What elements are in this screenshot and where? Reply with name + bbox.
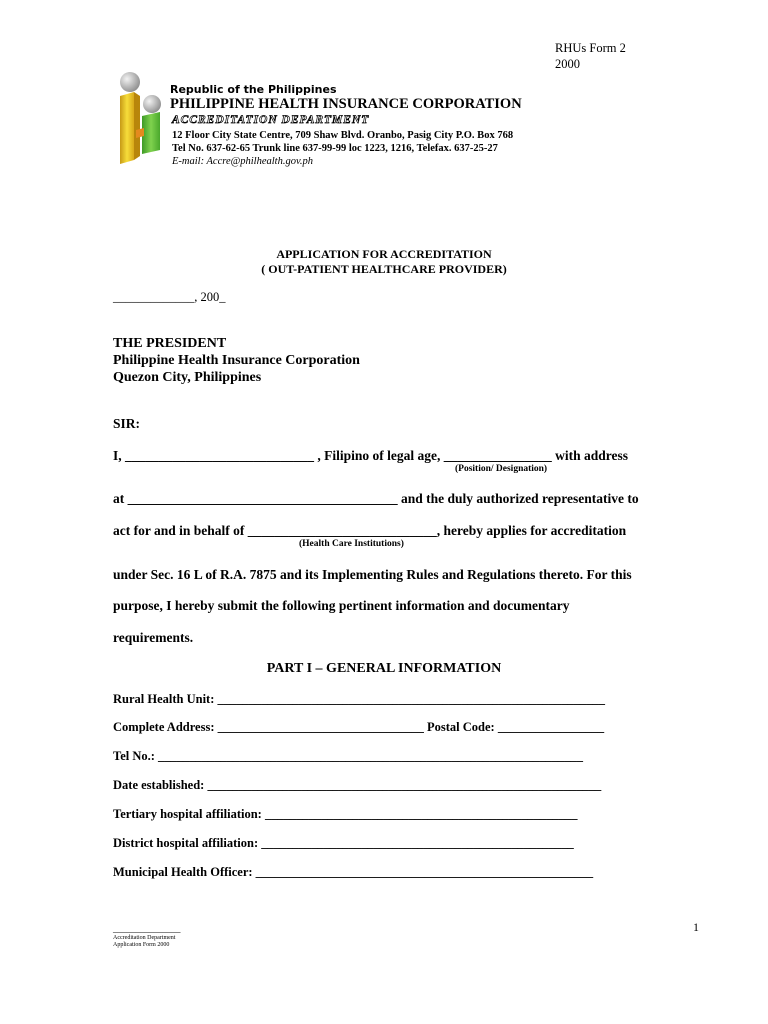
- addressee-organization: Philippine Health Insurance Corporation: [113, 353, 360, 368]
- body-line-2: at ________________________________________ and the duly authorized representative to: [113, 491, 639, 506]
- header-corporation: PHILIPPINE HEALTH INSURANCE CORPORATION: [170, 96, 522, 112]
- addressee-title: THE PRESIDENT: [113, 336, 227, 351]
- header-email: E-mail: Accre@philhealth.gov.ph: [172, 156, 313, 167]
- body-line-5: purpose, I hereby submit the following pertinent information and documentary: [113, 598, 570, 613]
- body-line-6: requirements.: [113, 630, 194, 645]
- form-number: [555, 40, 626, 72]
- footer-form-name: Application Form 2000: [113, 942, 170, 948]
- part-one-title: PART I – GENERAL INFORMATION: [266, 661, 502, 676]
- page-number: 1: [693, 920, 699, 934]
- field-tertiary-affiliation: Tertiary hospital affiliation: __________________________________________________: [113, 807, 578, 821]
- date-line: _____________, 200_: [113, 290, 226, 304]
- salutation: SIR:: [113, 416, 141, 431]
- header-republic: Republic of the Philippines: [170, 83, 337, 96]
- position-caption: (Position/ Designation): [455, 464, 548, 474]
- footer-department: Accreditation Department: [113, 935, 176, 941]
- form-number-line1: RHUs Form 2: [555, 41, 626, 55]
- document-title: APPLICATION FOR ACCREDITATION: [276, 247, 492, 261]
- institution-caption: (Health Care Institutions): [299, 539, 404, 549]
- footer-rule: _______________: [113, 924, 181, 934]
- header-department: ACCREDITATION DEPARTMENT: [172, 114, 370, 126]
- form-number-line2: 2000: [555, 57, 580, 71]
- header-telephone: Tel No. 637-62-65 Trunk line 637-99-99 loc 1223, 1216, Telefax. 637-25-27: [172, 143, 498, 154]
- document-subtitle: ( OUT-PATIENT HEALTHCARE PROVIDER): [261, 262, 507, 276]
- header-address: 12 Floor City State Centre, 709 Shaw Blvd. Oranbo, Pasig City P.O. Box 768: [172, 130, 514, 141]
- body-line-4: under Sec. 16 L of R.A. 7875 and its Implementing Rules and Regulations thereto. For this: [113, 567, 632, 582]
- field-rural-health-unit: Rural Health Unit: ______________________________________________________________: [113, 692, 606, 706]
- field-district-affiliation: District hospital affiliation: __________________________________________________: [113, 836, 574, 850]
- philhealth-logo: [116, 70, 164, 166]
- body-line-3: act for and in behalf of ____________________________, hereby applies for accreditation: [113, 523, 627, 538]
- field-complete-address: Complete Address: _________________________________ Postal Code: _________________: [113, 720, 605, 734]
- body-line-1: I, ____________________________ , Filipino of legal age, ________________ with address: [113, 448, 629, 463]
- field-municipal-health-officer: Municipal Health Officer: ______________________________________________________: [113, 865, 594, 879]
- field-tel-no: Tel No.: ____________________________________________________________________: [113, 749, 584, 763]
- field-date-established: Date established: _______________________________________________________________: [113, 778, 602, 792]
- addressee-location: Quezon City, Philippines: [113, 370, 262, 385]
